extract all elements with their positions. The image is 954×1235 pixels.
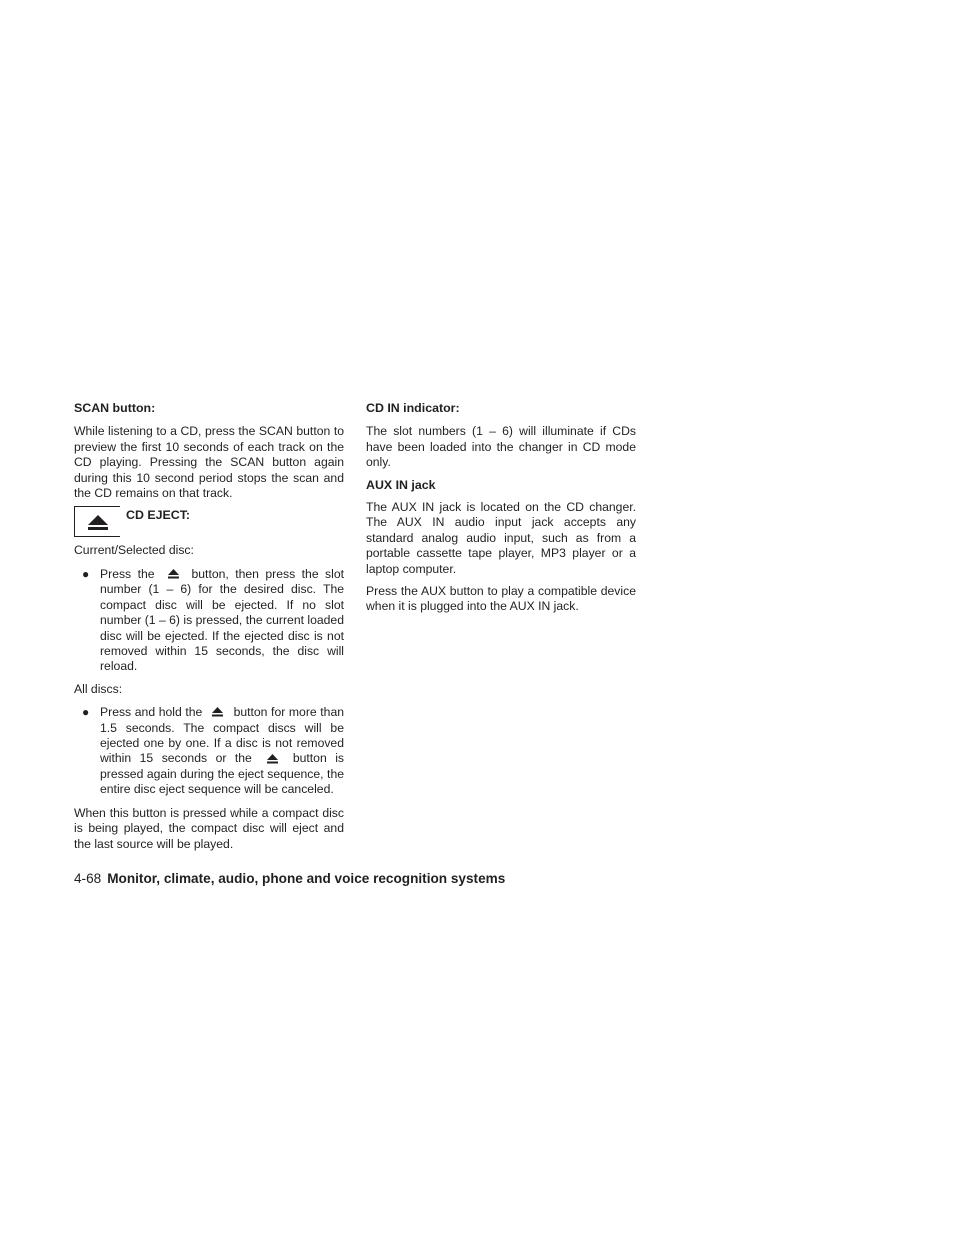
- scan-paragraph: While listening to a CD, press the SCAN button to preview the first 10 seconds of each track on the CD playing. Pressing the SCAN button again during this 10 second period stops the scan and the CD remains on that track.: [74, 424, 344, 501]
- bullet-dot: ●: [82, 566, 90, 581]
- eject-heading-row: [74, 506, 344, 537]
- section-title: Monitor, climate, audio, phone and voice recognition systems: [107, 871, 506, 886]
- aux-heading: AUX IN jack: [366, 477, 436, 492]
- eject-icon-box: [74, 506, 120, 537]
- current-disc-label: Current/Selected disc:: [74, 543, 194, 558]
- left-column: [74, 401, 344, 852]
- aux-paragraph-2: Press the AUX button to play a compatible device when it is plugged into the AUX IN jack.: [366, 584, 636, 614]
- bullet2-end: button is pressed again during the eject sequence, the entire disc eject sequence will be canceled.: [100, 751, 345, 797]
- cdin-paragraph: The slot numbers (1 – 6) will illuminate if CDs have been loaded into the changer in CD mode only.: [366, 424, 636, 470]
- eject-heading: CD EJECT:: [126, 508, 191, 523]
- list-item: [74, 567, 344, 675]
- eject-icon: [260, 752, 284, 767]
- eject-icon: [206, 705, 230, 720]
- page-number: 4-68: [74, 871, 102, 886]
- bullet-dot: ●: [82, 705, 90, 720]
- bullet2-start: Press and hold the: [100, 705, 203, 720]
- cdin-heading: CD IN indicator:: [366, 401, 460, 415]
- bullet2-middle: button for more than 1.5 seconds. The compact discs will be ejected one by one. If a disc is not removed within 15 seconds or the: [100, 705, 344, 766]
- page-footer: [74, 871, 505, 886]
- aux-paragraph: The AUX IN jack is located on the CD changer. The AUX IN audio input jack accepts any standard analog audio input, such as from a portable cassette tape player, MP3 player or a laptop computer.: [366, 500, 636, 576]
- bullet1-rest: button, then press the slot number (1 – 6) for the desired disc. The compact disc will be ejected. If no slot number (1 – 6) is pressed, the current loaded disc will be ejected. If the ejected disc is not removed within 15 seconds, the disc will reload.: [100, 566, 345, 674]
- right-column: [366, 401, 636, 615]
- all-discs-label: All discs:: [74, 681, 123, 696]
- eject-icon: [87, 514, 109, 531]
- list-item: [74, 705, 344, 798]
- scan-heading: SCAN button:: [74, 401, 156, 415]
- bullet1-start: Press the: [100, 566, 155, 581]
- eject-icon: [161, 567, 185, 582]
- final-paragraph: When this button is pressed while a compact disc is being played, the compact disc will eject and the last source will be played.: [74, 805, 344, 851]
